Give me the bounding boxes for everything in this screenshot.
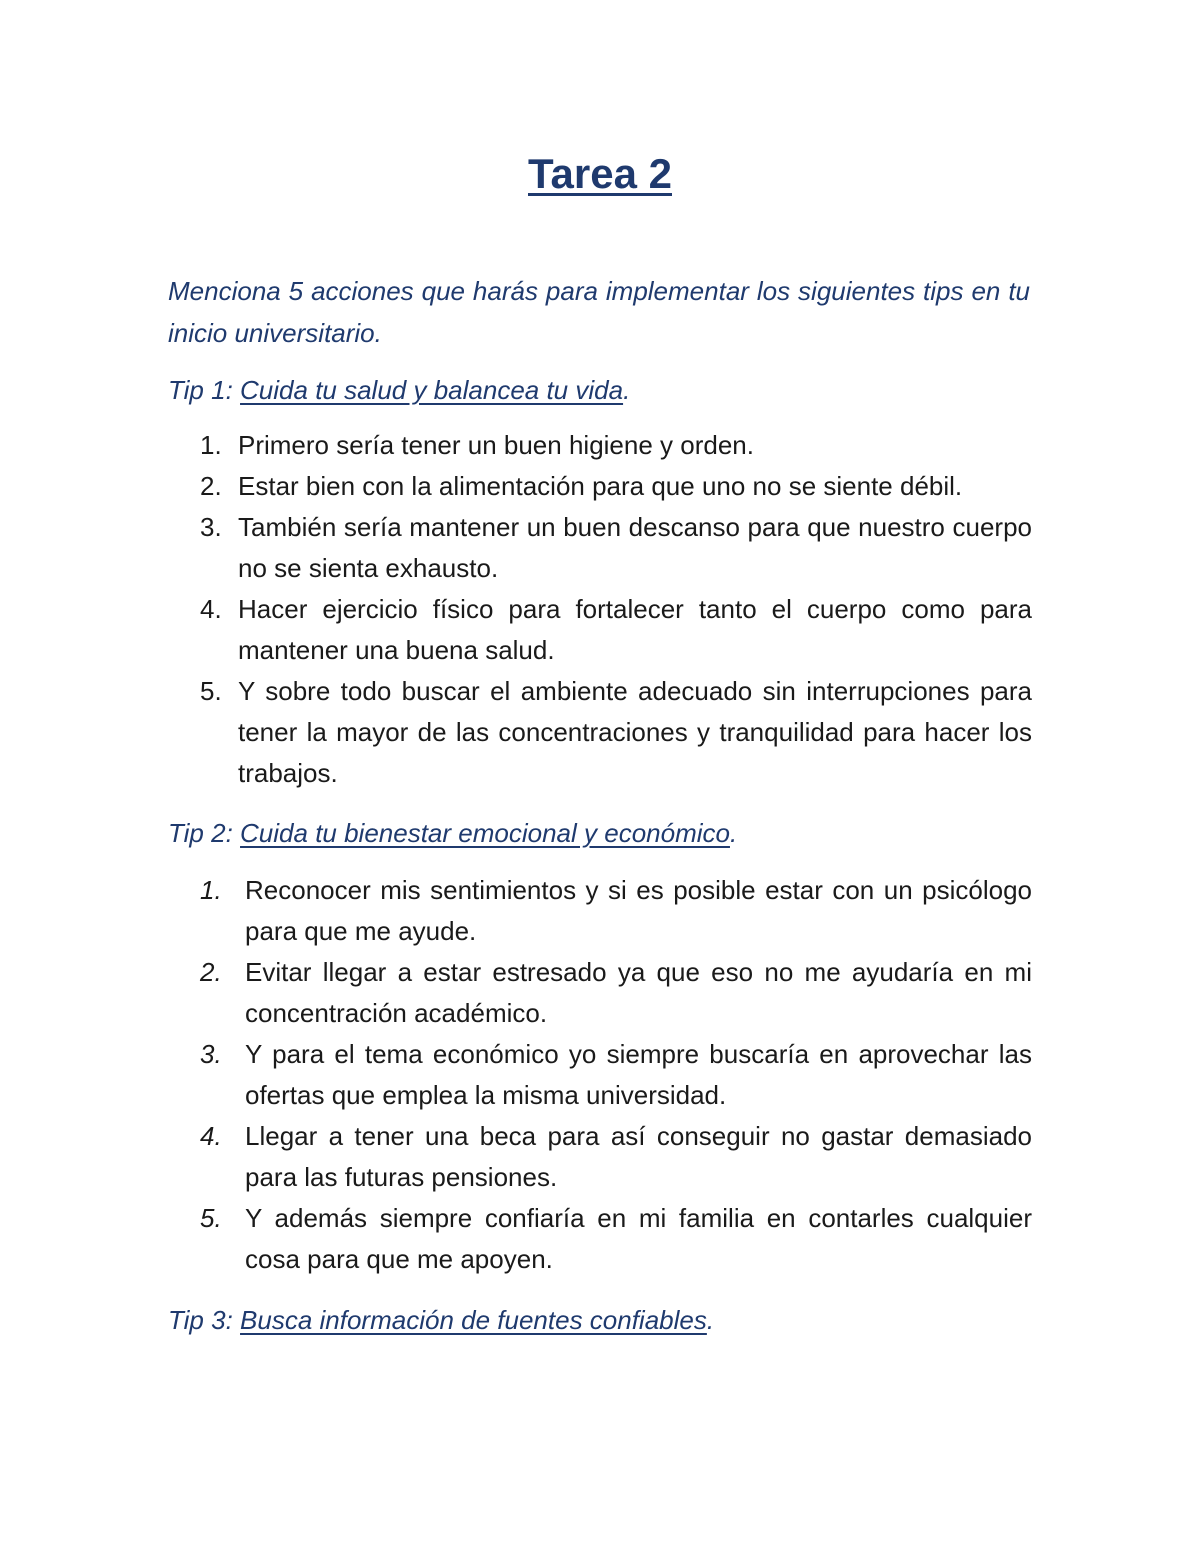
tip-1-heading	[168, 372, 1048, 408]
tip-1-suffix: .	[623, 375, 631, 405]
tip-2-heading	[168, 815, 1048, 851]
list-item	[200, 952, 1032, 1034]
list-item-number: 3.	[200, 512, 222, 542]
list-item-text: También sería mantener un buen descanso para que nuestro cuerpo no se sienta exhausto.	[238, 512, 1032, 583]
tip-2-link[interactable]: Cuida tu bienestar emocional y económico	[240, 818, 730, 848]
list-item-number: 4.	[200, 594, 222, 624]
list-item-number: 4.	[200, 1121, 222, 1151]
list-item	[200, 671, 1032, 794]
list-item	[200, 870, 1032, 952]
list-item	[200, 425, 1032, 466]
tip-3-suffix: .	[706, 1305, 715, 1335]
page-title	[0, 148, 1200, 200]
tip-3-link[interactable]: Busca información de fuentes confiables	[240, 1305, 707, 1335]
list-item-number: 5.	[200, 676, 222, 706]
list-item-text: Hacer ejercicio físico para fortalecer tanto el cuerpo como para mantener una buena salud.	[238, 594, 1032, 665]
tip-3-prefix: Tip 3:	[168, 1305, 241, 1335]
list-item	[200, 589, 1032, 671]
tip-1-link[interactable]: Cuida tu salud y balancea tu vida	[240, 375, 624, 405]
list-item-text: Y sobre todo buscar el ambiente adecuado sin interrupciones para tener la mayor de las concentraciones y tranquilidad para hacer los trabajos.	[238, 676, 1032, 788]
list-item-number: 3.	[200, 1039, 222, 1069]
intro-paragraph: Menciona 5 acciones que harás para implementar los siguientes tips en tu inicio universitario.	[168, 276, 1030, 348]
list-item-number: 1.	[200, 875, 222, 905]
list-item	[200, 466, 1032, 507]
list-item-text: Estar bien con la alimentación para que uno no se siente débil.	[238, 471, 963, 501]
list-item	[200, 1034, 1032, 1116]
list-item	[200, 1116, 1032, 1198]
page-title-text: Tarea 2	[528, 150, 672, 197]
tip-1-prefix: Tip 1:	[168, 375, 241, 405]
list-item-text: Y para el tema económico yo siempre buscaría en aprovechar las ofertas que emplea la misma universidad.	[245, 1039, 1032, 1110]
list-item-number: 2.	[200, 957, 222, 987]
tip-1-list	[200, 425, 1032, 794]
list-item-text: Evitar llegar a estar estresado ya que eso no me ayudaría en mi concentración académico.	[245, 957, 1032, 1028]
list-item-text: Primero sería tener un buen higiene y orden.	[238, 430, 754, 460]
list-item-number: 2.	[200, 471, 222, 501]
list-item-number: 1.	[200, 430, 222, 460]
tip-2-suffix: .	[729, 818, 738, 848]
list-item-number: 5.	[200, 1203, 222, 1233]
list-item-text: Llegar a tener una beca para así conseguir no gastar demasiado para las futuras pensiones.	[245, 1121, 1032, 1192]
list-item	[200, 507, 1032, 589]
list-item	[200, 1198, 1032, 1280]
tip-2-list	[200, 870, 1032, 1280]
tip-2-prefix: Tip 2:	[168, 818, 241, 848]
list-item-text: Reconocer mis sentimientos y si es posible estar con un psicólogo para que me ayude.	[245, 875, 1032, 946]
list-item-text: Y además siempre confiaría en mi familia en contarles cualquier cosa para que me apoyen.	[245, 1203, 1032, 1274]
tip-3-heading	[168, 1302, 1048, 1338]
